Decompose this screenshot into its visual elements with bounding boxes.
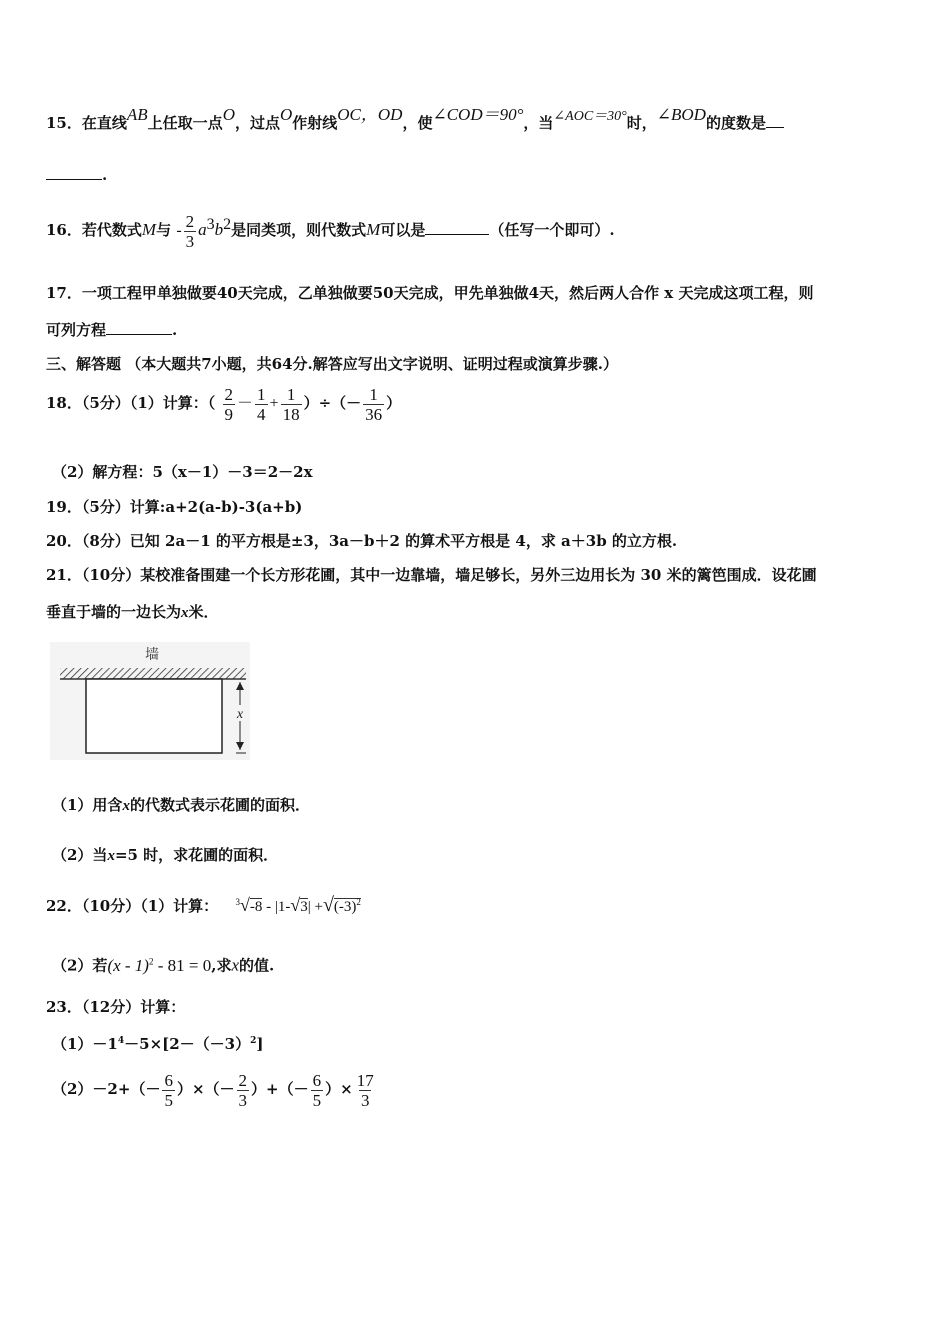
question-17-cont: 可列方程 . <box>46 321 178 339</box>
question-number: 15． <box>46 114 82 132</box>
question-20: 20．（8分）已知 2a－1 的平方根是±3，3a－b＋2 的算术平方根是 4，求 a＋3b 的立方根. <box>46 532 678 550</box>
garden-figure <box>50 642 250 760</box>
question-23-part2: （2）－2+（－ $\frac{6}{5}$ ）×（－ $\frac{2}{3}$ ）+（－ $\frac{6}{5}$ ）× $\frac{17}{3}$ <box>52 1070 374 1110</box>
fraction: $\frac{1}{18}$ <box>282 384 300 424</box>
question-18: 18．（5分）（1）计算：（ $\frac{2}{9}$ － $\frac{1}{4}$ + $\frac{1}{18}$ ）÷（－ $\frac{1}{36}$ ） <box>46 384 402 424</box>
math-expression: $^3√-8 - |1-√3| +√(-3)^2$ <box>235 894 361 916</box>
answer-blank[interactable] <box>106 320 172 335</box>
question-23: 23．（12分）计算： <box>46 998 186 1016</box>
question-23-part1: $(1)-1^4-5\times[2-(-3)^2]$ <box>52 1035 264 1053</box>
garden-rect <box>86 679 222 753</box>
wall-label: 墙 <box>145 647 159 663</box>
question-21-part2: （2）当x=5 时，求花圃的面积． <box>52 846 279 864</box>
question-number: 22． <box>46 897 82 915</box>
fraction: $\frac{1}{36}$ <box>365 384 383 424</box>
fraction: $\frac{2}{9}$ <box>224 384 234 424</box>
fraction: $\frac{6}{5}$ <box>164 1070 173 1110</box>
question-17: 17．一项工程甲单独做要40天完成，乙单独做要50天完成，甲先单独做4天，然后两人合作 x 天完成这项工程，则 <box>46 284 814 302</box>
question-number: 18． <box>46 394 82 412</box>
question-15: 15．在直线AB上任取一点O，过点O作射线OC，OD，使∠COD＝90°，当∠AOC＝30°时，∠BOD的度数是 <box>46 113 784 135</box>
fraction: $\frac{17}{3}$ <box>356 1070 374 1110</box>
question-22-part2: （2）若(x - 1)$^2$ - 81 = 0,求x的值. <box>52 955 275 975</box>
question-19: 19．（5分）计算:a+2(a-b)-3(a+b) <box>46 498 303 516</box>
fraction: $\frac{6}{5}$ <box>312 1070 322 1110</box>
fraction: $\frac{2}{3}$ <box>238 1070 248 1110</box>
question-18-part2: （2）解方程：5（x－1）－3＝2－2x <box>52 463 313 481</box>
dimension-x-label: x <box>236 707 244 722</box>
question-21: 21．（10分）某校准备围建一个长方形花圃，其中一边靠墙，墙足够长，另外三边用长为 30 米的篱笆围成．设花圃 <box>46 566 817 584</box>
question-21-cont: 垂直于墙的一边长为x米． <box>46 603 219 621</box>
section-heading: 三、解答题 （本大题共7小题，共64分.解答应写出文字说明、证明过程或演算步骤.） <box>46 355 618 373</box>
question-16: 16．若代数式M与 - $\frac{2}{3}$ $a^3b^2$是同类项，则代数式M可以是 （任写一个即可）. <box>46 211 615 251</box>
answer-blank[interactable] <box>766 113 784 128</box>
wall-hatch <box>60 668 246 679</box>
answer-blank[interactable] <box>46 165 102 180</box>
question-number: 23． <box>46 998 82 1016</box>
fraction: $\frac{2}{3}$ <box>185 211 195 251</box>
question-22: 22．（10分）（1）计算： $^3√-8 - |1-√3| +√(-3)^2$ <box>46 894 361 916</box>
question-number: 16． <box>46 221 82 239</box>
answer-blank[interactable] <box>425 220 489 235</box>
question-21-part1: （1）用含x的代数式表示花圃的面积． <box>52 796 310 814</box>
fraction: $\frac{1}{4}$ <box>257 384 266 424</box>
question-15-cont: . <box>46 165 107 185</box>
